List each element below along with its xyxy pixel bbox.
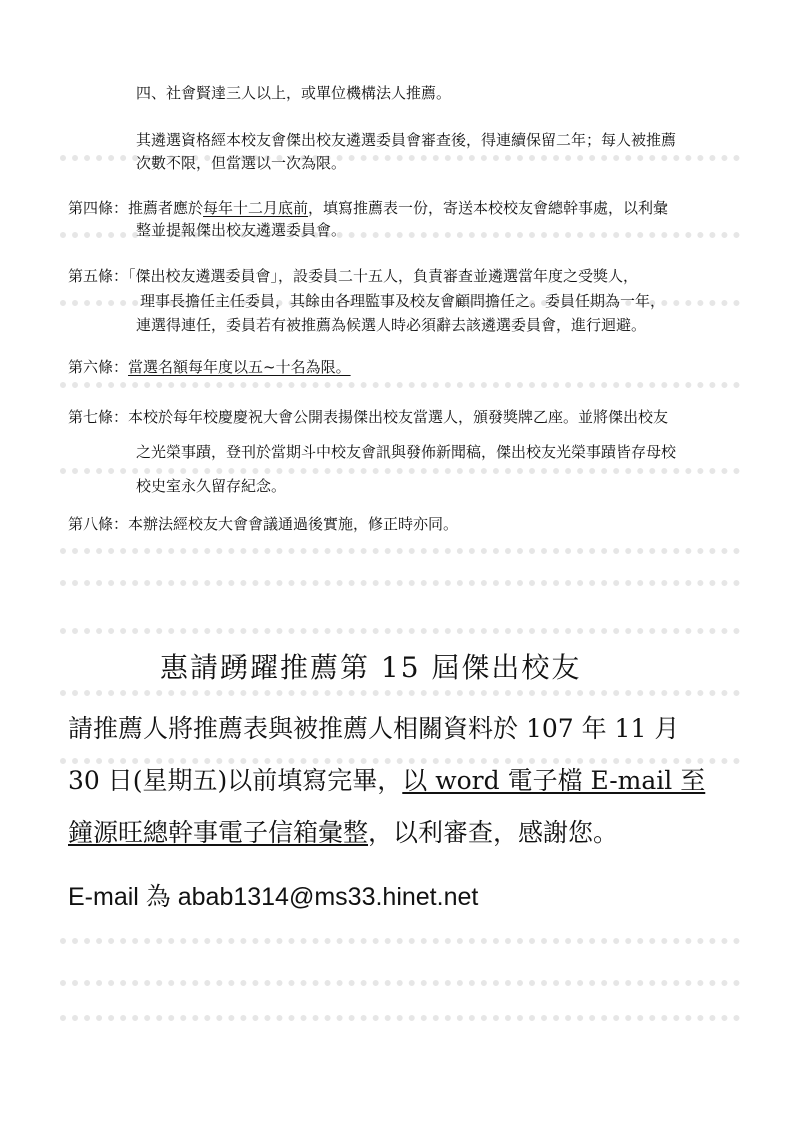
article-5-line2: 理事長擔任主任委員，其餘由各理監事及校友會顧問擔任之。委員任期為一年， (140, 292, 666, 310)
article-8 (68, 514, 458, 534)
bleed-through-mark (60, 628, 740, 635)
article-5-line1: 「傑出校友遴選委員會」，設委員二十五人，負責審查並遴選當年度之受獎人， (128, 267, 639, 285)
contact-email: E-mail 為 abab1314@ms33.hinet.net (68, 883, 479, 911)
bleed-through-mark (60, 938, 740, 945)
article-4 (68, 198, 668, 218)
article-5 (68, 266, 638, 286)
notice-line3-plain: ，以利審查，感謝您。 (368, 818, 619, 847)
bleed-through-mark (60, 548, 740, 555)
eligibility-text-line1: 其遴選資格經本校友會傑出校友遴選委員會審查後，得連續保留二年；每人被推薦 (136, 131, 677, 149)
notice-title: 惠請踴躍推薦第 15 屆傑出校友 (160, 651, 582, 684)
notice-line3-underlined: 鐘源旺總幹事電子信箱彙整 (68, 818, 369, 847)
bleed-through-mark (60, 382, 740, 389)
article-5-line3: 連選得連任，委員若有被推薦為候選人時必須辭去該遴選委員會，進行迴避。 (136, 316, 647, 334)
eligibility-text-line2: 次數不限，但當選以一次為限。 (136, 154, 347, 172)
article-7 (68, 407, 668, 427)
bleed-through-mark (60, 580, 740, 587)
article-4-label: 第四條： (68, 199, 129, 217)
notice-line2-underlined: 以 word 電子檔 E-mail 至 (402, 766, 706, 795)
article-6-text: 當選名額每年度以五~十名為限。 (128, 358, 351, 376)
notice-line2 (68, 764, 705, 798)
notice-line3 (68, 816, 618, 850)
recommender-item-four: 四、社會賢達三人以上，或單位機構法人推薦。 (136, 84, 452, 102)
article-8-label: 第八條： (68, 515, 129, 533)
bleed-through-mark (60, 1015, 740, 1022)
article-5-label: 第五條： (68, 267, 129, 285)
notice-line1: 請推薦人將推薦表與被推薦人相關資料於 107 年 11 月 (68, 714, 680, 743)
bleed-through-mark (60, 980, 740, 987)
article-7-line2: 之光榮事蹟，登刊於當期斗中校友會訊與發佈新聞稿，傑出校友光榮事蹟皆存母校 (136, 443, 677, 461)
article-8-text: 本辦法經校友大會會議通過後實施，修正時亦同。 (128, 515, 459, 533)
notice-line2-plain: 30 日(星期五)以前填寫完畢， (68, 766, 403, 795)
article-4-pre: 推薦者應於 (128, 199, 204, 217)
article-4-post: ，填寫推薦表一份，寄送本校校友會總幹事處，以利彙 (308, 199, 669, 217)
article-4-deadline: 每年十二月底前 (203, 199, 309, 217)
article-7-line3: 校史室永久留存紀念。 (136, 477, 287, 495)
article-7-label: 第七條： (68, 408, 129, 426)
article-6-label: 第六條： (68, 358, 129, 376)
bleed-through-mark (60, 468, 740, 475)
article-6 (68, 357, 351, 377)
bleed-through-mark (60, 690, 740, 697)
article-7-line1: 本校於每年校慶慶祝大會公開表揚傑出校友當選人，頒發獎牌乙座。並將傑出校友 (128, 408, 669, 426)
article-4-line2: 整並提報傑出校友遴選委員會。 (136, 221, 347, 239)
